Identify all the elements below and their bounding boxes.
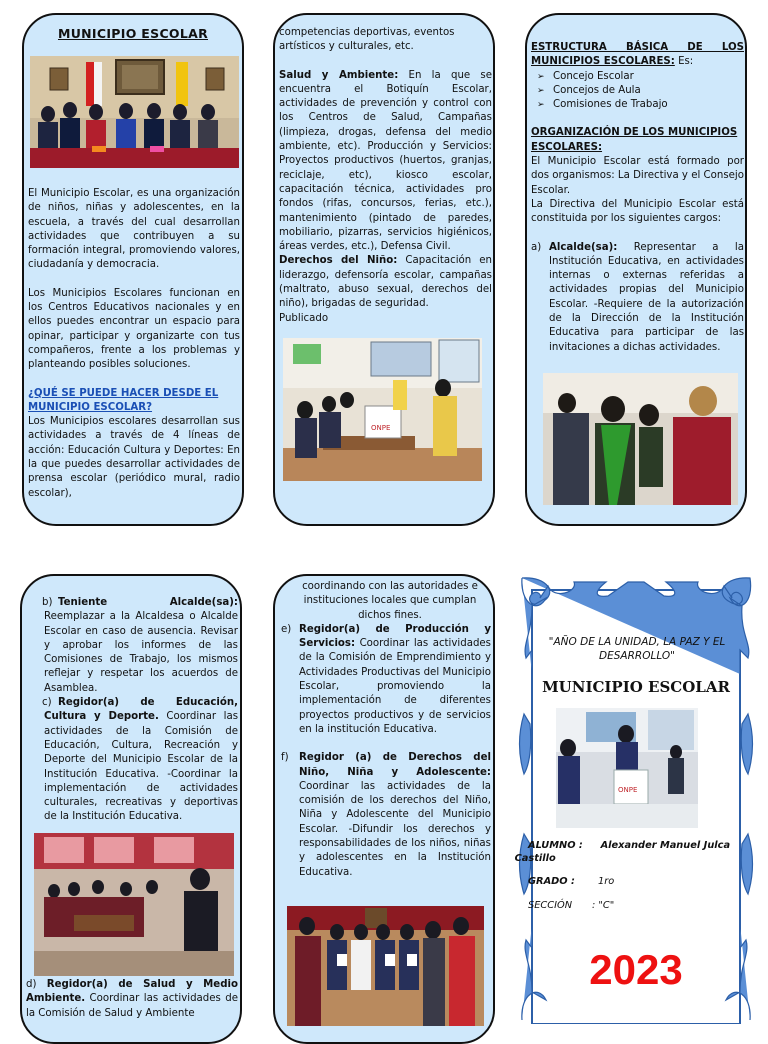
published-label: Publicado bbox=[279, 312, 329, 324]
structure-list bbox=[531, 70, 744, 113]
photo-sash-ceremony bbox=[543, 373, 738, 505]
photo-student-council-group-image bbox=[30, 56, 239, 168]
panel-intro bbox=[22, 13, 244, 526]
photo-voting-classroom bbox=[283, 338, 482, 481]
roles-continuation: coordinando con las autoridades e instituciones locales que cumplan dichos fines. bbox=[302, 581, 478, 621]
cover-alumno-name: Alexander Manuel Julca Castillo bbox=[514, 840, 731, 864]
cover-seccion-value: : "C" bbox=[592, 899, 615, 911]
organization-paragraph-1: El Municipio Escolar está formado por dos organismos: La Directiva y el Consejo Escolar. bbox=[531, 156, 744, 196]
cover-page bbox=[514, 574, 754, 1024]
cover-student-info bbox=[514, 840, 734, 912]
photo-voting-classroom-image bbox=[283, 338, 482, 481]
role-regidor-derechos-label: Regidor (a) de Derechos del Niño, Niña y Adolescente: bbox=[299, 752, 491, 778]
role-regidor-produccion-marker: e) bbox=[281, 623, 292, 635]
structure-heading: ESTRUCTURA BÁSICA DE LOS MUNICIPIOS ESCOLARES: bbox=[531, 42, 744, 68]
cover-grado-row bbox=[528, 876, 734, 889]
role-regidor-produccion bbox=[281, 623, 491, 737]
role-regidor-salud-label: Regidor(a) de Salud y Medio Ambiente. bbox=[26, 979, 238, 1005]
cover-seccion-row bbox=[528, 900, 734, 913]
role-teniente-text: Reemplazar a la Alcaldesa o Alcalde Escolar en caso de ausencia. Revisar y aprobar los informes de las Comisiones de Trabajo, los mismos reflejar y respetar los acuerdos de Asamblea. bbox=[44, 611, 238, 694]
panel-intro-body bbox=[28, 187, 240, 501]
derechos-paragraph bbox=[279, 254, 492, 311]
role-regidor-educacion bbox=[28, 696, 238, 825]
panel-action-lines-body bbox=[279, 26, 492, 326]
panel-roles-1-body bbox=[28, 596, 238, 825]
role-regidor-produccion-label: Regidor(a) de Producción y Servicios: bbox=[299, 623, 491, 650]
ballot-box-label: ONPE bbox=[371, 424, 391, 432]
cover-alumno-label: ALUMNO : bbox=[528, 840, 583, 851]
structure-es: Es: bbox=[674, 56, 694, 68]
panel-intro-title: MUNICIPIO ESCOLAR bbox=[57, 26, 209, 41]
intro-paragraph-3: Los Municipios escolares desarrollan sus actividades a través de 4 líneas de acción: Educación Cultura y Deportes: En la que puedes desarrollar actividades de prensa escolar (periódico mural, radio escolar), bbox=[28, 416, 240, 499]
intro-question-heading: ¿QUÉ SE PUEDE HACER DESDE EL MUNICIPIO ESCOLAR? bbox=[28, 387, 219, 413]
cover-year: 2023 bbox=[589, 946, 683, 993]
intro-paragraph-2: Los Municipios Escolares funcionan en los Centros Educativos nacionales y en ellos puedes encontrar un espacio para opinar, participar y organizarte con tus compañeros, frente a los problemas y planteando posibles soluciones. bbox=[28, 287, 240, 371]
action-continuation: competencias deportivas, eventos artísticos y culturales, etc. bbox=[279, 27, 455, 53]
structure-list-item: ➢ Concejo Escolar bbox=[537, 70, 744, 84]
structure-list-item: ➢ Comisiones de Trabajo bbox=[537, 98, 744, 112]
cover-grado-label: GRADO : bbox=[528, 876, 575, 887]
panel-action-lines bbox=[273, 13, 495, 526]
role-regidor-educacion-label: Regidor(a) de Educación, Cultura y Deporte. bbox=[44, 697, 238, 723]
role-regidor-produccion-text: Coordinar las actividades de la Comisión de Emprendimiento y Actividades Productivas del Municipio Escolar, promoviendo la implementación de diferentes proyectos productivos y de servicios en la institución Educativa. bbox=[299, 638, 491, 735]
cover-ballot-label: ONPE bbox=[618, 786, 638, 794]
panel-structure bbox=[525, 13, 747, 526]
photo-classroom-election-image bbox=[34, 833, 234, 976]
panel-roles-2 bbox=[273, 574, 495, 1044]
photo-diploma-group-image bbox=[287, 906, 484, 1026]
panel-structure-body bbox=[531, 41, 744, 355]
panel-roles-2-body bbox=[281, 580, 491, 880]
role-teniente-marker: b) bbox=[42, 597, 53, 608]
role-regidor-derechos-text: Coordinar las actividades de la comisión de los derechos del Niño, Niña y Adolescente del Municipio Escolar. -Difundir los derechos y responsabilidades de los niños, niñas y adolescentes en la Institución Educativa. bbox=[299, 780, 491, 878]
photo-student-council-group bbox=[30, 56, 239, 168]
salud-label: Salud y Ambiente: bbox=[279, 69, 399, 81]
structure-heading-paragraph bbox=[531, 41, 744, 70]
organization-paragraph-2: La Directiva del Municipio Escolar está constituida por los siguientes cargos: bbox=[531, 198, 744, 225]
role-alcalde-text: Representar a la Institución Educativa, en actividades internas o externas referidas a actividades propias del Municipio Escolar. -Requiere de la autorización de la Dirección de la Institución Educativa para participar de las invitaciones a dichas actividades. bbox=[549, 241, 744, 353]
role-regidor-educacion-marker: c) bbox=[42, 697, 52, 709]
role-regidor-salud bbox=[26, 978, 238, 1021]
derechos-label: Derechos del Niño: bbox=[279, 255, 398, 267]
cover-title: MUNICIPIO ESCOLAR bbox=[542, 678, 730, 696]
cover-photo-voting-image bbox=[556, 708, 698, 828]
role-regidor-salud-text: Coordinar las actividades de la Comisión de Salud y Ambiente bbox=[26, 993, 238, 1019]
role-teniente-label: Teniente Alcalde(sa): bbox=[58, 597, 238, 608]
cover-seccion-label: SECCIÓN bbox=[528, 899, 573, 911]
cover-motto: "AÑO DE LA UNIDAD, LA PAZ Y EL DESARROLLO" bbox=[548, 636, 726, 662]
cover-photo-voting bbox=[556, 708, 698, 828]
role-regidor-educacion-text: Coordinar las actividades de la Comisión de Educación, Cultura, Recreación y Deporte del Municipio Escolar de la Institución Educativa. -Coordinar la implementación de actividades culturales, recreativas y deportivas de la Institución Educativa. bbox=[44, 711, 238, 823]
role-alcalde-label: Alcalde(sa): bbox=[549, 241, 618, 253]
role-regidor-derechos-marker: f) bbox=[281, 752, 289, 764]
photo-classroom-election bbox=[34, 833, 234, 976]
role-teniente-alcalde bbox=[28, 596, 238, 696]
derechos-text: Capacitación en liderazgo, defensoría escolar, campañas (maltrato, abuso sexual, derechos del niño), brigadas de seguridad. bbox=[279, 255, 492, 310]
structure-list-item: ➢ Concejos de Aula bbox=[537, 84, 744, 98]
salud-paragraph bbox=[279, 69, 492, 255]
panel-roles-1 bbox=[20, 574, 242, 1044]
organization-heading: ORGANIZACIÓN DE LOS MUNICIPIOS ESCOLARES: bbox=[531, 127, 738, 153]
role-alcalde-marker: a) bbox=[531, 241, 542, 253]
cover-alumno-row bbox=[514, 840, 734, 865]
photo-sash-ceremony-image bbox=[543, 373, 738, 505]
cover-grado-value: 1ro bbox=[598, 876, 615, 887]
intro-paragraph-1: El Municipio Escolar, es una organización de niños, niñas y adolescentes, en la escuela, a través del cual desarrollan actividades que contribuyen a su formación integral, promoviendo valores, ciudadanía y democracia. bbox=[28, 188, 240, 271]
role-alcalde bbox=[531, 241, 744, 355]
role-regidor-salud-marker: d) bbox=[26, 979, 37, 990]
photo-diploma-group bbox=[287, 906, 484, 1026]
salud-text: En la que se encuentra el Botiquín Escolar, actividades de prevención y control con los Centros de Salud, Campañas (limpieza, drogas, defensa del medio ambiente, etc). Producción y Servicios: Proyectos productivos (huertos, granjas, reciclaje, etc), kiosco escolar, capacitación técnica, actividades pro fondos (rifas, concursos, ferias, etc.), mantenimiento (pintado de paredes, mobiliario, pizarras, servicios higiénicos, áreas verdes, etc.), Defensa Civil. bbox=[279, 69, 492, 253]
role-regidor-derechos bbox=[281, 751, 491, 880]
